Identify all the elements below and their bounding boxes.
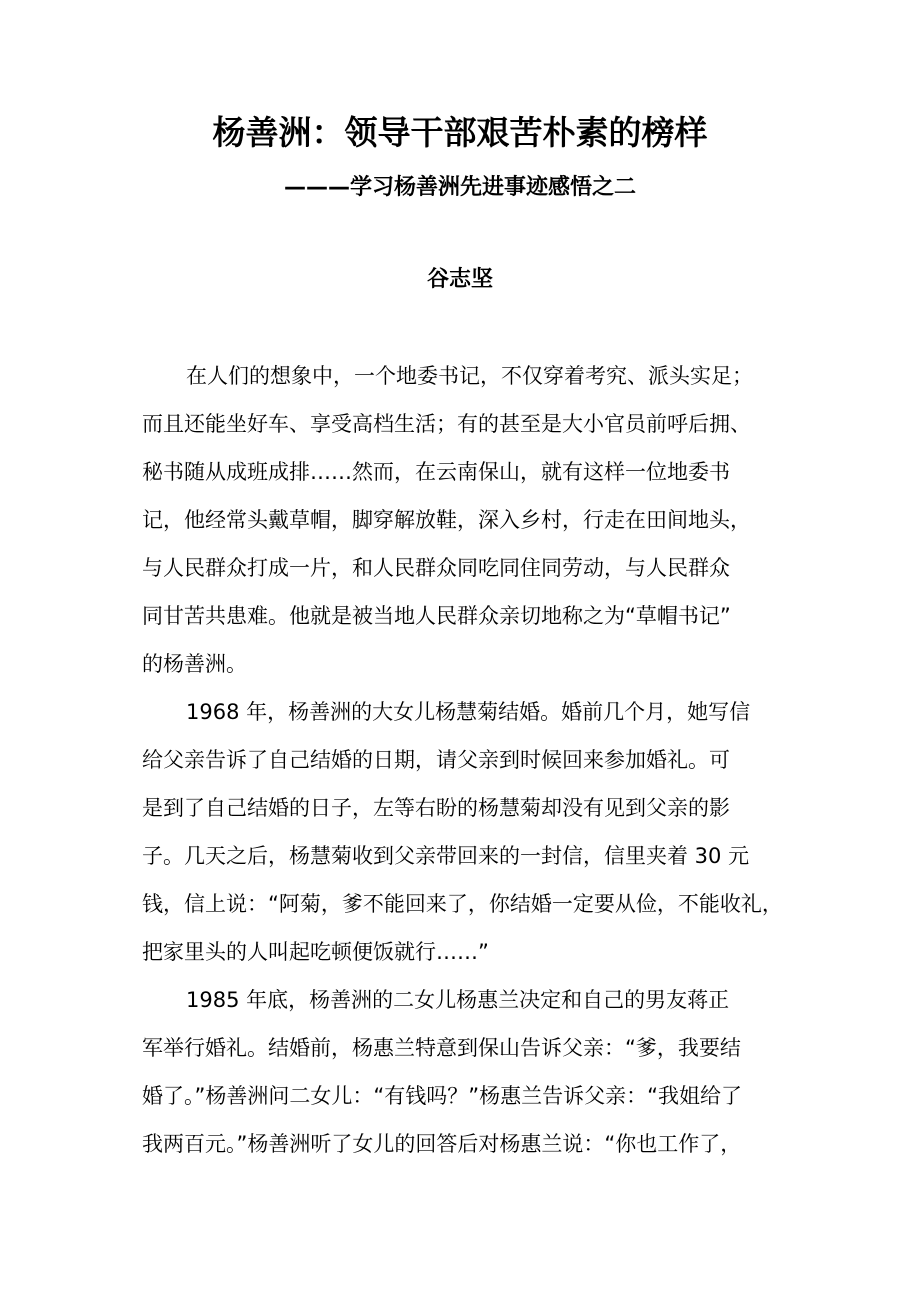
body-line: 我两百元。”杨善洲听了女儿的回答后对杨惠兰说：“你也工作了， xyxy=(142,1132,742,1156)
body-line: 把家里头的人叫起吃顿便饭就行……” xyxy=(142,940,489,964)
body-line: 军举行婚礼。结婚前，杨惠兰特意到保山告诉父亲：“爹，我要结 xyxy=(142,1036,741,1060)
body-line: 钱，信上说：“阿菊，爹不能回来了，你结婚一定要从俭，不能收礼， xyxy=(142,892,783,916)
body-line: 秘书随从成班成排……然而，在云南保山，就有这样一位地委书 xyxy=(142,460,730,484)
body-line: 1968 年，杨善洲的大女儿杨慧菊结婚。婚前几个月，她写信 xyxy=(186,700,751,724)
article-title: 杨善洲：领导干部艰苦朴素的榜样 xyxy=(212,113,708,152)
body-line: 的杨善洲。 xyxy=(142,652,247,676)
body-line: 给父亲告诉了自己结婚的日期，请父亲到时候回来参加婚礼。可 xyxy=(142,748,730,772)
body-line: 记，他经常头戴草帽，脚穿解放鞋，深入乡村，行走在田间地头， xyxy=(142,508,751,532)
body-line: 子。几天之后，杨慧菊收到父亲带回来的一封信，信里夹着 30 元 xyxy=(142,844,750,868)
article-subtitle: ———学习杨善洲先进事迹感悟之二 xyxy=(283,175,636,200)
body-line: 是到了自己结婚的日子，左等右盼的杨慧菊却没有见到父亲的影 xyxy=(142,796,730,820)
body-line: 与人民群众打成一片，和人民群众同吃同住同劳动，与人民群众 xyxy=(142,556,730,580)
body-line: 婚了。”杨善洲问二女儿：“有钱吗？”杨惠兰告诉父亲：“我姐给了 xyxy=(142,1084,743,1108)
body-line: 同甘苦共患难。他就是被当地人民群众亲切地称之为“草帽书记” xyxy=(142,604,731,628)
article-author: 谷志坚 xyxy=(426,267,493,292)
body-line: 1985 年底，杨善洲的二女儿杨惠兰决定和自己的男友蒋正 xyxy=(186,988,730,1012)
body-line: 而且还能坐好车、享受高档生活；有的甚至是大小官员前呼后拥、 xyxy=(142,412,751,436)
body-line: 在人们的想象中，一个地委书记，不仅穿着考究、派头实足； xyxy=(186,364,753,388)
